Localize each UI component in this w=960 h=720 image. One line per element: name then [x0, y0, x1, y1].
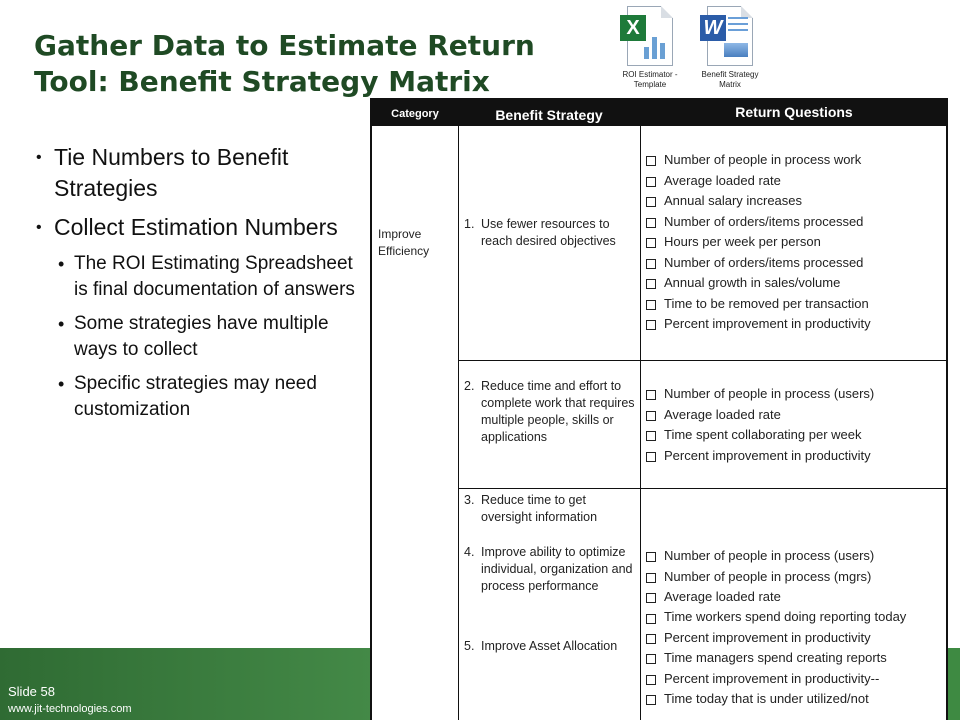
- file-caption: Benefit Strategy Matrix: [701, 70, 759, 89]
- benefit-strategy-matrix: [370, 98, 948, 720]
- header-category: Category: [372, 100, 458, 126]
- slide-number: Slide 58: [8, 684, 55, 699]
- question-checkbox[interactable]: Time managers spend creating reports: [644, 648, 948, 669]
- question-checkbox[interactable]: Number of people in process (mgrs): [644, 567, 948, 588]
- roi-estimator-file[interactable]: [612, 6, 688, 90]
- question-checkbox[interactable]: Average loaded rate: [644, 405, 948, 426]
- questions-list: [644, 384, 948, 466]
- question-checkbox[interactable]: Average loaded rate: [644, 587, 948, 608]
- sub-bullet: • The ROI Estimating Spreadsheet is final documentation of answers: [36, 251, 356, 303]
- question-checkbox[interactable]: Time workers spend doing reporting today: [644, 608, 948, 628]
- questions-list: [644, 150, 948, 335]
- document-file-icon: [703, 6, 753, 66]
- question-checkbox[interactable]: Time today that is under utilized/not: [644, 689, 948, 710]
- header-benefit-strategy: Benefit Strategy: [458, 100, 640, 126]
- question-checkbox[interactable]: Number of people in process work: [644, 150, 948, 171]
- question-checkbox[interactable]: Annual salary increases: [644, 191, 948, 212]
- question-checkbox[interactable]: Time to be removed per transaction: [644, 294, 948, 315]
- benefit-matrix-file[interactable]: [692, 6, 768, 90]
- question-checkbox[interactable]: Percent improvement in productivity: [644, 314, 948, 335]
- question-checkbox[interactable]: Average loaded rate: [644, 171, 948, 192]
- slide-title: Gather Data to Estimate Return Tool: Benefit Strategy Matrix: [34, 29, 535, 98]
- question-checkbox[interactable]: Hours per week per person: [644, 232, 948, 253]
- question-checkbox[interactable]: Annual growth in sales/volume: [644, 273, 948, 294]
- sub-bullet: • Specific strategies may need customization: [36, 371, 356, 423]
- question-checkbox[interactable]: Percent improvement in productivity: [644, 446, 948, 467]
- header-return-questions: Return Questions: [640, 100, 948, 126]
- spreadsheet-file-icon: [627, 6, 673, 66]
- question-checkbox[interactable]: Percent improvement in productivity--: [644, 669, 948, 690]
- file-caption: ROI Estimator - Template: [622, 70, 678, 89]
- category-cell: Improve Efficiency: [378, 227, 430, 258]
- strategy-item: 1. Use fewer resources to reach desired objectives: [464, 217, 616, 248]
- attached-files: [612, 6, 772, 98]
- row-divider: [458, 360, 946, 361]
- strategy-item: 4. Improve ability to optimize individual, organization and process performance: [464, 545, 633, 593]
- sub-bullet: • Some strategies have multiple ways to collect: [36, 311, 356, 363]
- strategy-item: 3. Reduce time to get oversight information: [464, 493, 598, 524]
- question-checkbox[interactable]: Number of people in process (users): [644, 546, 948, 567]
- row-divider: [458, 488, 946, 489]
- bullet-list: [36, 142, 356, 431]
- footer-url[interactable]: www.jit-technologies.com: [8, 703, 132, 715]
- excel-icon: X: [620, 15, 646, 41]
- column-divider: [458, 126, 459, 720]
- bullet-collect-numbers: • Collect Estimation Numbers: [36, 212, 356, 243]
- bullet-tie-numbers: • Tie Numbers to Benefit Strategies: [36, 142, 356, 204]
- strategy-item: 5. Improve Asset Allocation: [464, 639, 618, 653]
- word-icon: W: [700, 15, 726, 41]
- strategy-item: 2. Reduce time and effort to complete work that requires multiple people, skills or applications: [464, 379, 635, 444]
- question-checkbox[interactable]: Time spent collaborating per week: [644, 425, 948, 446]
- question-checkbox[interactable]: Percent improvement in productivity: [644, 628, 948, 649]
- question-checkbox[interactable]: Number of people in process (users): [644, 384, 948, 405]
- column-divider: [640, 126, 641, 720]
- questions-list: [644, 546, 948, 710]
- question-checkbox[interactable]: Number of orders/items processed: [644, 212, 948, 233]
- question-checkbox[interactable]: Number of orders/items processed: [644, 253, 948, 274]
